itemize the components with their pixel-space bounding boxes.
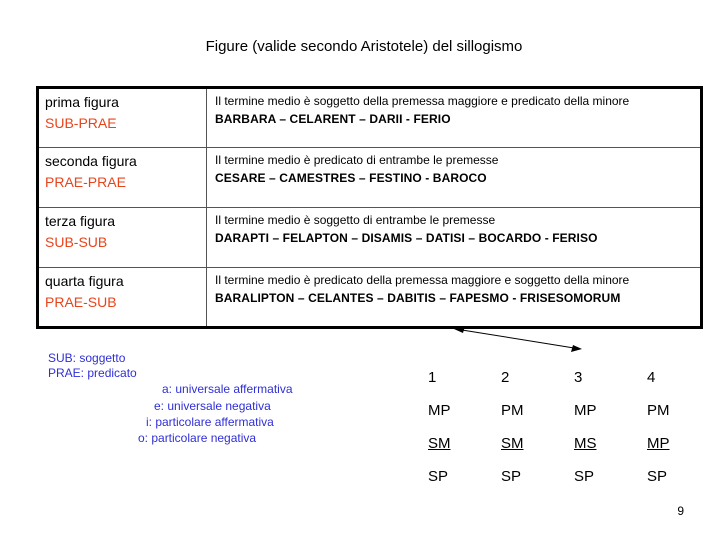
column-number: 4: [647, 369, 656, 386]
major-premise: MP: [428, 402, 451, 419]
figure-rule: Il termine medio è soggetto di entrambe le premesse: [215, 213, 496, 227]
table-row: [38, 208, 702, 268]
figure-modes: BARALIPTON – CELANTES – DABITIS – FAPESMO - FRISESOMORUM: [215, 291, 621, 305]
figure-name-cell: [38, 208, 207, 268]
figure-name-cell: [38, 268, 207, 328]
figure-rule: Il termine medio è soggetto della premessa maggiore e predicato della minore: [215, 94, 630, 108]
figure-name-cell: [38, 148, 207, 208]
figure-modes: DARAPTI – FELAPTON – DISAMIS – DATISI – BOCARDO - FERISO: [215, 231, 598, 245]
legend-sub: SUB: soggetto: [48, 351, 126, 365]
major-premise: PM: [647, 402, 670, 419]
page-number: 9: [677, 504, 684, 518]
figure-modes: BARBARA – CELARENT – DARII - FERIO: [215, 112, 451, 126]
figure-column-4: [647, 368, 707, 500]
figure-name: terza figura: [45, 213, 116, 229]
figure-modes: CESARE – CAMESTRES – FESTINO - BAROCO: [215, 171, 487, 185]
table-row: [38, 88, 702, 148]
figures-table: [36, 86, 703, 329]
column-number: 2: [501, 369, 510, 386]
figure-name: seconda figura: [45, 153, 137, 169]
figure-desc-cell: [207, 208, 702, 268]
conclusion: SP: [428, 468, 449, 485]
figure-column-1: [428, 368, 488, 500]
legend-i: i: particolare affermativa: [146, 415, 274, 429]
figure-desc-cell: [207, 148, 702, 208]
column-number: 3: [574, 369, 583, 386]
double-arrow-icon: [440, 320, 600, 360]
slide-title: Figure (valide secondo Aristotele) del sillogismo: [205, 38, 523, 55]
figure-desc-cell: [207, 268, 702, 328]
major-premise: PM: [501, 402, 524, 419]
table-row: [38, 148, 702, 208]
table-row: [38, 268, 702, 328]
conclusion: SP: [501, 468, 522, 485]
figure-code: SUB-PRAE: [45, 115, 117, 131]
legend-o: o: particolare negativa: [138, 431, 257, 445]
legend-e: e: universale negativa: [154, 399, 271, 413]
minor-premise: SM: [428, 435, 451, 452]
conclusion: SP: [647, 468, 668, 485]
figure-rule: Il termine medio è predicato della premessa maggiore e soggetto della minore: [215, 273, 630, 287]
major-premise: MP: [574, 402, 597, 419]
legend-a: a: universale affermativa: [162, 382, 293, 396]
figure-column-3: [574, 368, 634, 500]
figure-code: SUB-SUB: [45, 234, 108, 250]
minor-premise: MP: [647, 435, 670, 452]
minor-premise: MS: [574, 435, 597, 452]
legend-prae: PRAE: predicato: [48, 366, 137, 380]
figure-column-2: [501, 368, 561, 500]
minor-premise: SM: [501, 435, 524, 452]
column-number: 1: [428, 369, 437, 386]
figure-name: quarta figura: [45, 273, 124, 289]
figure-desc-cell: [207, 88, 702, 148]
figure-name-cell: [38, 88, 207, 148]
figure-name: prima figura: [45, 94, 119, 110]
conclusion: SP: [574, 468, 595, 485]
figure-code: PRAE-SUB: [45, 294, 117, 310]
figure-code: PRAE-PRAE: [45, 174, 126, 190]
figure-rule: Il termine medio è predicato di entrambe le premesse: [215, 153, 499, 167]
